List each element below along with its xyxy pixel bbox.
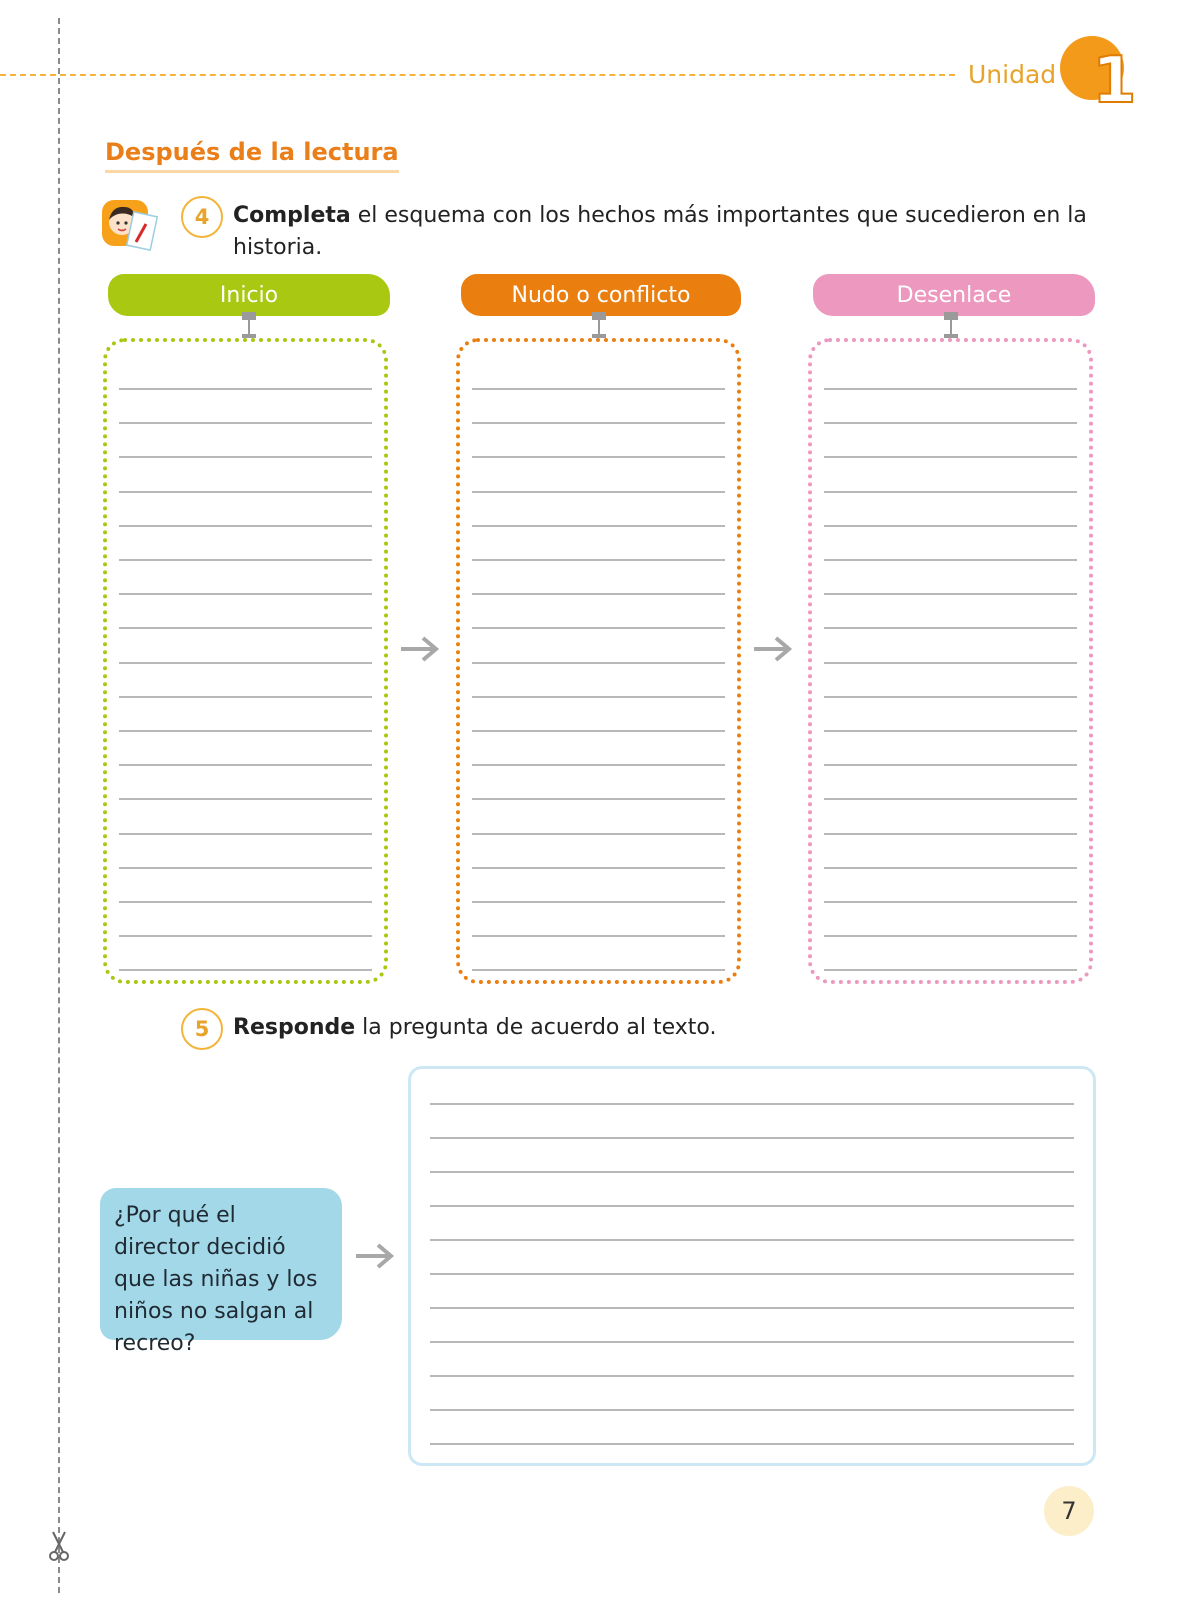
writing-line <box>472 627 725 629</box>
writing-line <box>119 559 372 561</box>
writing-line <box>430 1103 1074 1105</box>
arrow-right-icon <box>399 634 441 664</box>
writing-line <box>430 1137 1074 1139</box>
writing-line <box>472 935 725 937</box>
page-number: 7 <box>1044 1486 1094 1536</box>
writing-line <box>824 456 1077 458</box>
writing-line <box>119 662 372 664</box>
activity-5-verb: Responde <box>233 1015 356 1040</box>
writing-line <box>430 1307 1074 1309</box>
writing-line <box>824 730 1077 732</box>
writing-line <box>430 1205 1074 1207</box>
writing-line <box>824 798 1077 800</box>
writing-line <box>824 696 1077 698</box>
writing-line <box>824 764 1077 766</box>
writing-line <box>119 764 372 766</box>
writing-line <box>472 867 725 869</box>
answer-writing-box[interactable] <box>408 1066 1096 1466</box>
writing-line <box>430 1273 1074 1275</box>
writing-line <box>472 491 725 493</box>
writing-line <box>824 627 1077 629</box>
writing-line <box>119 388 372 390</box>
writing-line <box>119 696 372 698</box>
writing-box-inicio[interactable] <box>103 338 388 984</box>
writing-line <box>119 798 372 800</box>
writing-line <box>824 969 1077 971</box>
writing-line <box>119 456 372 458</box>
writing-line <box>472 901 725 903</box>
writing-line <box>472 696 725 698</box>
writing-line <box>824 422 1077 424</box>
writing-line <box>119 730 372 732</box>
header-dashed-line <box>0 74 955 76</box>
unit-label: Unidad <box>968 60 1057 89</box>
writing-line <box>472 388 725 390</box>
writing-line <box>824 491 1077 493</box>
writing-line <box>824 388 1077 390</box>
writing-line <box>430 1341 1074 1343</box>
activity-4-number: 4 <box>181 196 223 238</box>
activity-4-text: el esquema con los hechos más importantes que sucedieron en la historia. <box>233 203 1087 260</box>
writing-line <box>119 525 372 527</box>
writing-line <box>119 935 372 937</box>
writing-line <box>119 833 372 835</box>
column-header-desenlace: Desenlace <box>813 274 1095 316</box>
writing-line <box>119 593 372 595</box>
scissors-icon <box>46 1530 72 1562</box>
question-bubble: ¿Por qué el director decidió que las niñas y los niños no salgan al recreo? <box>100 1188 342 1340</box>
writing-line <box>824 593 1077 595</box>
activity-5-text: la pregunta de acuerdo al texto. <box>355 1015 717 1040</box>
activity-5-number: 5 <box>181 1008 223 1050</box>
activity-4-instruction <box>233 200 1113 264</box>
writing-line <box>824 525 1077 527</box>
writing-line <box>119 867 372 869</box>
writing-line <box>119 969 372 971</box>
writing-line <box>824 901 1077 903</box>
writing-line <box>824 867 1077 869</box>
writing-line <box>430 1443 1074 1445</box>
writing-line <box>472 525 725 527</box>
unit-number: 1 <box>1092 44 1137 118</box>
writing-box-nudo[interactable] <box>456 338 741 984</box>
writing-line <box>430 1171 1074 1173</box>
writing-line <box>472 422 725 424</box>
writing-line <box>824 559 1077 561</box>
writing-line <box>119 901 372 903</box>
writing-line <box>824 833 1077 835</box>
activity-4-verb: Completa <box>233 203 351 228</box>
column-header-inicio: Inicio <box>108 274 390 316</box>
writing-line <box>472 764 725 766</box>
writing-line <box>119 627 372 629</box>
activity-5-instruction <box>233 1012 1093 1044</box>
arrow-right-icon <box>354 1241 396 1271</box>
column-header-nudo: Nudo o conflicto <box>461 274 741 316</box>
writing-line <box>824 662 1077 664</box>
writing-line <box>472 559 725 561</box>
writing-line <box>472 593 725 595</box>
writing-line <box>824 935 1077 937</box>
writing-line <box>430 1409 1074 1411</box>
writing-line <box>472 798 725 800</box>
cut-line <box>58 18 60 1593</box>
writing-line <box>472 969 725 971</box>
unit-number-badge <box>1060 30 1140 130</box>
writing-line <box>430 1375 1074 1377</box>
student-writing-icon <box>100 198 162 256</box>
writing-line <box>472 662 725 664</box>
writing-line <box>472 456 725 458</box>
writing-line <box>430 1239 1074 1241</box>
arrow-right-icon <box>752 634 794 664</box>
writing-line <box>119 422 372 424</box>
writing-line <box>472 833 725 835</box>
section-title: Después de la lectura <box>105 138 399 173</box>
writing-line <box>472 730 725 732</box>
writing-box-desenlace[interactable] <box>808 338 1093 984</box>
writing-line <box>119 491 372 493</box>
